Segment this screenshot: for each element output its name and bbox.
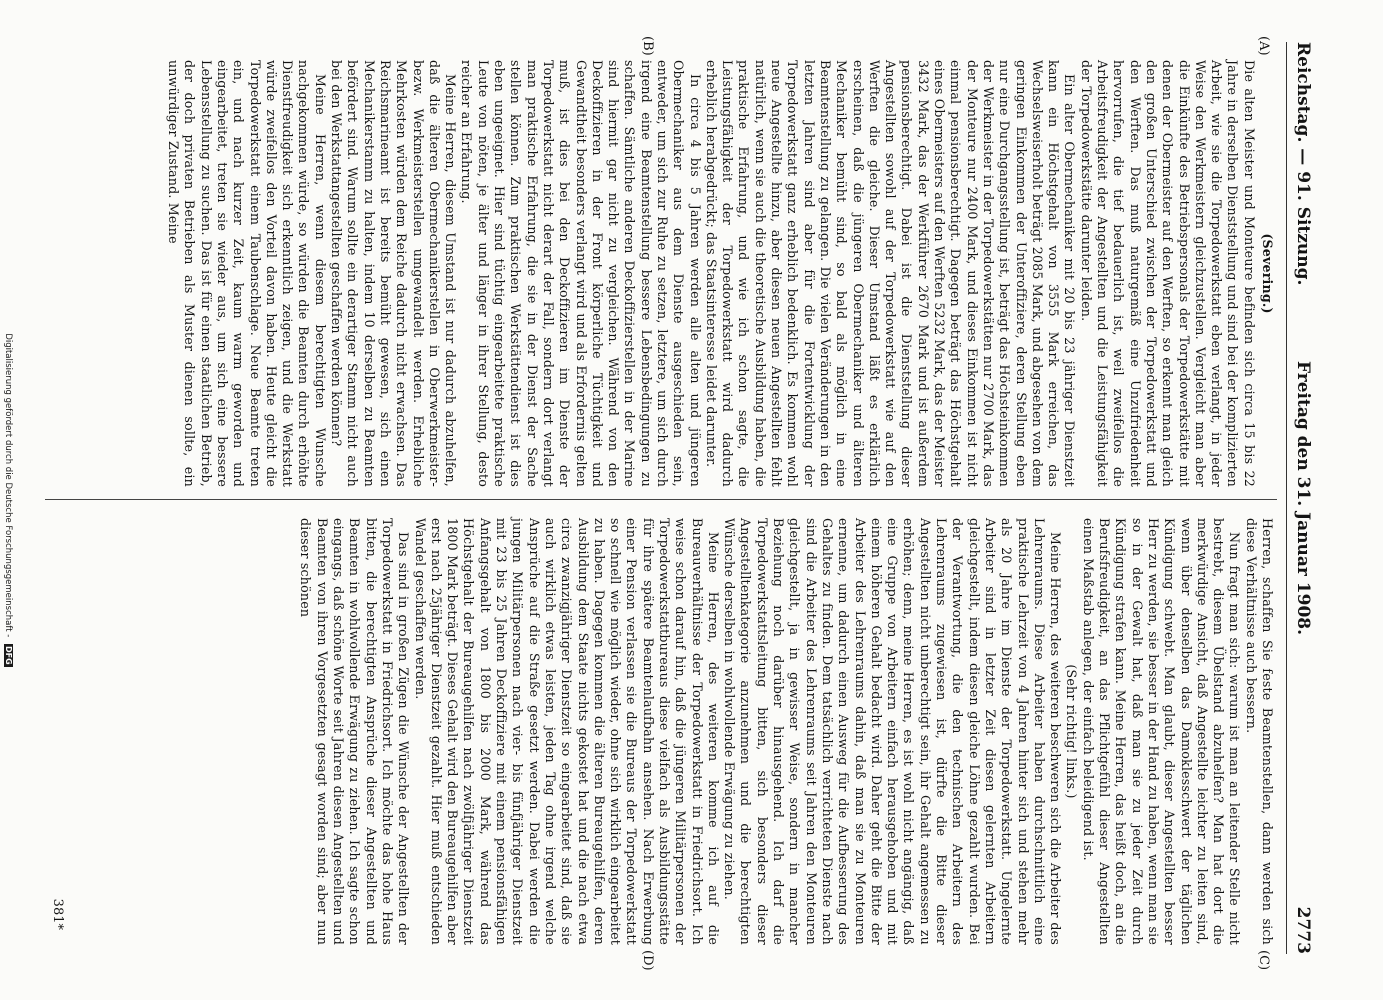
page-header xyxy=(1287,42,1313,954)
column-divider xyxy=(45,499,1277,500)
dfg-logo-icon: DFG xyxy=(4,646,13,665)
interjection: (Sehr richtig! links.) xyxy=(1064,664,1080,799)
paragraph: Meine Herren, diesem Umstand ist nur dadurch abzuhelfen, daß die älteren Obermechanikerstellen in Oberwerkmeister- bezw. Werkmeisterstellen umgewandelt werden. Erhebliche Mehrkosten würden dem Reiche dadurch nicht erwachsen. Das Reichsmarineamt ist bereits bemüht gewesen, sich einen Mechanikerstamm zu halten, indem 10 derselben zu Beamten befördert sind. Warum sollte ein derartiger Stamm nicht auch bei den Werkstattangestellten geschaffen werden können? xyxy=(329,60,459,487)
paragraph: Die alten Meister und Monteure befinden sich circa 15 bis 22 Jahre in derselben Dienststellung und sind bei der komplizierten Arbeit, wie sie die Torpedowerkstatt eben verlangt, in jeder Weise den Werkmeistern gleichzustellen. Vergleicht man aber die Einkünfte des Betriebspersonals der Torpedowerkstätte mit denen der Obermeister auf den Werften, so erkennt man gleich den großen Unterschied zwischen der Torpedowerkstatt und den Werften. Das muß naturgemäß eine Unzufriedenheit hervorrufen, die tief bedauerlich ist, weil zweifellos die Arbeitsfreudigkeit der Angestellten und die Leistungsfähigkeit der Torpedowerkstätte darunter leiden. xyxy=(1078,60,1257,487)
paragraph: Meine Herren, wenn diesem berechtigten Wunsche nachgekommen würde, so würden die Beamten durch erhöhte Dienstfreudigkeit sich erkenntlich zeigen, und die Werkstatt würde zweifellos den Vorteil davon haben. Heute gleicht die Torpedowerkstatt einem Taubenschlage. Neue Beamte treten ein, und nach kurzer Zeit, kaum warm geworden und eingearbeitet, treten sie wieder aus, um sich eine bessere Lebensstellung zu suchen. Das ist für einen staatlichen Betrieb, der doch privaten Betrieben als Muster dienen sollte, ein unwürdiger Zustand. Meine xyxy=(166,60,328,487)
sheet-signature: 381* xyxy=(50,898,65,930)
paragraph: Herren, schaffen Sie feste Beamtenstellen, dann werden sich diese Verhältnisse auch bessern. xyxy=(1243,518,1275,945)
header-date: Freitag den 31. Januar 1908. xyxy=(1293,360,1313,636)
paragraph: Ein alter Obermechaniker mit 20 bis 23 jähriger Dienstzeit kann ein Höchstgehalt von 3555 Mark erreichen, das Wechselsweiserholt beträgt 2085 Mark, und abgesehen von dem geringen Einkommen der Unteroffiziere, deren Stellung eben nur eine Durchgangsstellung ist, beträgt das Höchsteinkommen der Werkmeister in der Torpedowerkstätten nur 2700 Mark, das der Monteure nur 2400 Mark, und dieses Einkommen ist nicht einmal pensionsberechtigt. Dagegen beträgt das Höchstgehalt eines Obermeisters auf den Werften 5232 Mark, das der Meister 3432 Mark, das der Werkführer 2670 Mark und ist außerdem pensionsberechtigt. Dabei ist die Dienststellung dieser Angestellten sowohl auf der Torpedowerkstatt wie auf den Werften die gleiche. Dieser Umstand läßt es erklärlich erscheinen, daß die jüngeren Obermechaniker und älteren Mechaniker bemüht sind, so bald als möglich in eine Beamtenstellung zu gelangen. Die vielen Veränderungen in den letzten Jahren sind aber für die Fortentwicklung der Torpedowerkstatt ganz erheblich bedenklich. Es kommen wohl neue Angestellte hinzu, aber diesen neuen Angestellten fehlt natürlich, wenn sie auch die theoretische Ausbildung haben, die praktische Erfahrung, und wie ich schon sagte, die Leistungsfähigkeit der Torpedowerkstatt wird dadurch erheblich herabgedrückt; das Staatsinteresse leidet darunter. xyxy=(703,60,1078,487)
paragraph: Das sind in großen Zügen die Wünsche der Angestellten der Torpedowerkstatt in Friedrichsort. Ich möchte das hohe Haus bitten, die berechtigten Ansprüche dieser Angestellten und Beamten in wohlwollende Erwägung zu ziehen. Ich sagte schon eingangs, daß schöne Worte seit Jahren diesen Angestellten und Beamten von ihren Vorgesetzten gesagt worden sind; aber nun dieser schönen xyxy=(298,518,412,945)
speaker-name: (Severing.) xyxy=(1260,233,1275,314)
left-column xyxy=(165,60,1275,487)
header-rule xyxy=(1286,42,1287,954)
margin-marker-b: (B) xyxy=(640,36,655,56)
paragraph: Meine Herren, des weiteren beschweren sich die Arbeiter des Lehrenraums. Diese Arbeiter haben durchschnittlich eine praktische Lehrzeit von 4 Jahren hinter sich und stehen mehr als 20 Jahre im Dienste der Torpedowerkstatt. Ungelernte Arbeiter sind in letzter Zeit diesen gelernten Arbeitern gleichgestellt, indem diesen gleiche Löhne gezahlt wurden. Bei der Verantwortung, die den technischen Arbeitern des Lehrenraums zugewiesen ist, dürfte die Bitte dieser Angestellten nicht unberechtigt sein, ihr Gehalt angemessen zu erhöhen; denn, meine Herren, es ist wohl nicht angängig, daß eine Gruppe von Arbeitern einfach herausgehoben und mit einem höheren Gehalt bedacht wird. Daher geht die Bitte der Arbeiter des Lehrenraums dahin, daß man sie zu Monteuren ernenne, um dadurch einen Ausweg für die Aufbesserung des Gehaltes zu finden. Dem tatsächlich verrichteten Dienste nach sind die Arbeiter des Lehrenraums seit Jahren den Monteuren gleichgestellt, ja in gewisser Weise, sondern in mancher Beziehung noch darüber hinausgehend. Ich darf die Torpedowerkstattsleitung bitten, sich besonders dieser Angestelltenkategorie anzunehmen und die berechtigten Wünsche derselben in wohlwollende Erwägung zu ziehen. xyxy=(722,518,1064,945)
margin-marker-a: (A) xyxy=(1256,36,1271,56)
page-number: 2773 xyxy=(1293,906,1313,954)
right-column xyxy=(297,518,1275,945)
credit-text: Digitalisierung gefördert durch die Deutsche Forschungsgemeinschaft - xyxy=(3,333,13,638)
header-session: Reichstag. — 91. Sitzung. xyxy=(1293,42,1313,286)
paragraph: Meine Herren, des weiteren komme ich auf die Bureauverhältnisse der Torpedowerkstatt in Friedrichsort. Ich weise schon darauf hin, daß die jüngeren Militärpersonen der Torpedowerkstattbureaus diese vielfach als Ausbildungsstätte für ihre spätere Beamtenlaufbahn ansehen. Nach Erwerbung einer Pension verlassen sie die Bureaus der Torpedowerkstatt so schnell wie möglich wieder, ohne sich wirklich eingearbeitet zu haben. Dagegen kommen die älteren Bureaugehilfen, deren Ausbildung dem Staate nichts gekostet hat und die nach etwa circa zwanzigjähriger Dienstzeit so eingearbeitet sind, daß sie auch wirklich etwas leisten, jeden Tag ohne irgend welche Ansprüche auf die Straße gesetzt werden. Dabei werden die jungen Militärpersonen nach vier- bis fünfjähriger Dienstzeit mit 23 bis 25 Jahren Deckoffiziere mit einem pensionsfähigen Anfangsgehalt von 1800 bis 2000 Mark, während das Höchstgehalt der Bureaugehilfen nach zwölfjähriger Dienstzeit 1800 Mark beträgt. Dieses Gehalt wird den Bureaugehilfen aber erst nach 25jähriger Dienstzeit gezahlt. Hier muß entschieden Wandel geschaffen werden. xyxy=(412,518,721,945)
paragraph: Nun fragt man sich: warum ist man an leitender Stelle nicht bestrebt, diesem Übelstand abzuhelfen? Man hat dort die merkwürdige Ansicht, daß Angestellte leichter zu leiten sind, wenn über denselben das Damoklesschwert der täglichen Kündigung schwebt. Man glaubt, dieser Angestellten besser Herr zu werden, sie besser in der Hand zu haben, wenn man sie so in der Gewalt hat, daß man sie zu jeder Zeit durch Kündigung strafen kann. Meine Herren, das heißt doch, an die Berufsfreudigkeit, an das Pflichtgefühl dieser Angestellten einen Maßstab anlegen, der einfach beleidigend ist. xyxy=(1080,518,1243,945)
paragraph: In circa 4 bis 5 Jahren werden alle alten und jüngeren Obermechaniker aus dem Dienste ausgeschieden sein, entweder, um sich zur Ruhe zu setzen, letztere, um sich durch irgend eine Beamtenstellung bessere Lebensbedingungen zu schaffen. Sämtliche anderen Deckoffizierstellen in der Marine sind hiermit gar nicht zu vergleichen. Während von den Deckoffizieren in der Front körperliche Tüchtigkeit und Gewandtheit besonders verlangt wird und als Erfordernis gelten muß, ist dies bei den Deckoffizieren im Dienste der Torpedowerkstatt nicht derart der Fall, sondern dort verlangt man praktische Erfahrung, die sie in der Dienst der Sache stellen können. Zum praktischen Werkstättendienst ist dies eben ungeeignet. Hier sind tüchtig eingearbeitete praktische Leute von nöten, je älter und länger in ihrer Stellung, desto reicher an Erfahrung. xyxy=(459,60,703,487)
digitization-credit xyxy=(0,0,13,1000)
margin-marker-d: (D) xyxy=(640,950,655,971)
margin-marker-c: (C) xyxy=(1256,950,1271,971)
